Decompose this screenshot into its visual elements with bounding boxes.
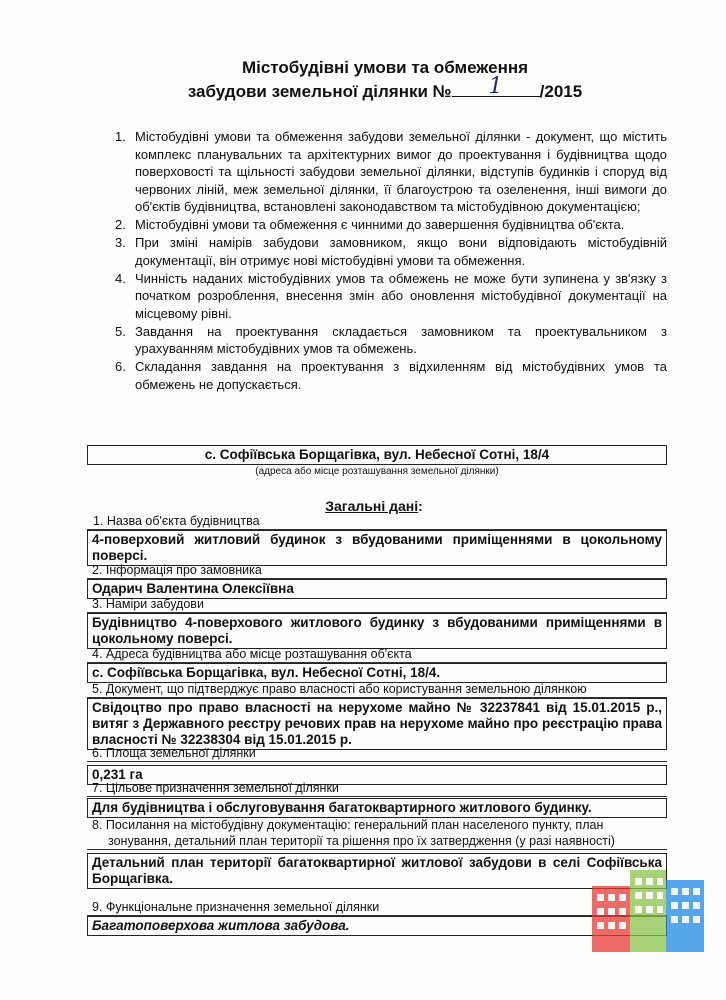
section-label: 6. Площа земельної ділянки	[87, 746, 667, 762]
section-construction-address	[87, 647, 667, 683]
general-data-heading: Загальні дані:	[325, 498, 423, 514]
subtitle-prefix: забудови земельної ділянки №	[187, 82, 452, 101]
section-value: 4-поверховий житловий будинок з вбудованими приміщеннями в цокольному поверсі.	[87, 530, 667, 566]
section-urban-planning-docs	[87, 817, 667, 889]
section-value: Детальний план території багатоквартирної житлової забудови в селі Софіївська Борщагівка.	[87, 853, 667, 889]
section-value: 0,231 га	[87, 765, 667, 785]
section-value: Свідоцтво про право власності на нерухоме майно № 32237841 від 15.01.2015 р., витяг з Державного реєстру речових прав на нерухоме майно про реєстрацію права власності № 32238304 від 15.01.2015 р.	[87, 698, 667, 750]
building-logo-icon	[592, 870, 704, 952]
address-caption: (адреса або місце розташування земельної ділянки)	[255, 466, 499, 477]
intro-item: 5. Завдання на проектування складається замовником та проектувальником з урахуванням містобудівних умов та обмежень.	[115, 323, 667, 356]
section-label: 9. Функціональне призначення земельної ділянки	[87, 900, 667, 916]
section-land-area	[87, 746, 667, 785]
address-box: с. Софіївська Борщагівка, вул. Небесної Сотні, 18/4	[87, 445, 667, 465]
section-label: 5. Документ, що підтверджує право власності або користування земельною ділянкою	[87, 682, 667, 698]
intro-item: 6. Складання завдання на проектування з відхиленням від містобудівних умов та обмежень не допускається.	[115, 359, 667, 392]
handwritten-number: 1	[452, 78, 540, 97]
section-value: Будівництво 4-поверхового житлового будинку з вбудованими приміщеннями в цокольному поверсі.	[87, 613, 667, 649]
document-subtitle	[22, 74, 726, 104]
section-value: Для будівництва і обслуговування багатоквартирного житлового будинку.	[87, 798, 667, 818]
section-value: Одарич Валентина Олексіївна	[87, 579, 667, 599]
section-value: Багатоповерхова житлова забудова.	[87, 916, 667, 936]
section-value: с. Софіївська Борщагівка, вул. Небесної Сотні, 18/4.	[87, 663, 667, 683]
section-label: 1. Назва об'єкта будівництва	[87, 514, 667, 530]
section-label: 8. Посилання на містобудівну документацію: генеральний план населеного пункту, план зонування, детальний план території та рішення про їх затвердження (у разі наявності)	[87, 817, 667, 850]
section-customer	[87, 563, 667, 599]
document-title: Містобудівні умови та обмеження	[241, 58, 529, 77]
intro-item: 1. Містобудівні умови та обмеження забудови земельної ділянки - документ, що містить комплекс планувальних та архітектурних вимог до проектування і будівництва щодо поверховості та щільності забудови земельної ділянки, відступів будинків і споруд від червоних ліній, меж земельної ділянки, її благоустрою та озеленення, інші вимоги до об'єктів будівництва, встановлені законодавством та містобудівною документацією;	[115, 129, 667, 214]
subtitle-suffix: /2015	[539, 82, 583, 101]
section-intentions	[87, 597, 667, 649]
section-ownership-document	[87, 682, 667, 750]
section-functional-purpose	[87, 900, 667, 936]
section-label: 4. Адреса будівництва або місце розташування об'єкта	[87, 647, 667, 663]
intro-item: 2. Містобудівні умови та обмеження є чинними до завершення будівництва об'єкта.	[115, 217, 625, 232]
section-object-name	[87, 514, 667, 566]
section-label: 3. Наміри забудови	[87, 597, 667, 613]
intro-list	[111, 128, 667, 394]
section-label: 2. Інформація про замовника	[87, 563, 667, 579]
section-label: 7. Цільове призначення земельної ділянки	[87, 781, 667, 797]
section-land-purpose	[87, 781, 667, 818]
intro-item: 4. Чинність наданих містобудівних умов та обмежень не може бути зупинена у зв'язку з початком розроблення, внесення змін або оновлення містобудівної документації на місцевому рівні.	[115, 270, 667, 321]
intro-item: 3. При зміні намірів забудови замовником, якщо вони відповідають містобудівній документації, він отримує нові містобудівні умови та обмеження.	[115, 235, 667, 268]
